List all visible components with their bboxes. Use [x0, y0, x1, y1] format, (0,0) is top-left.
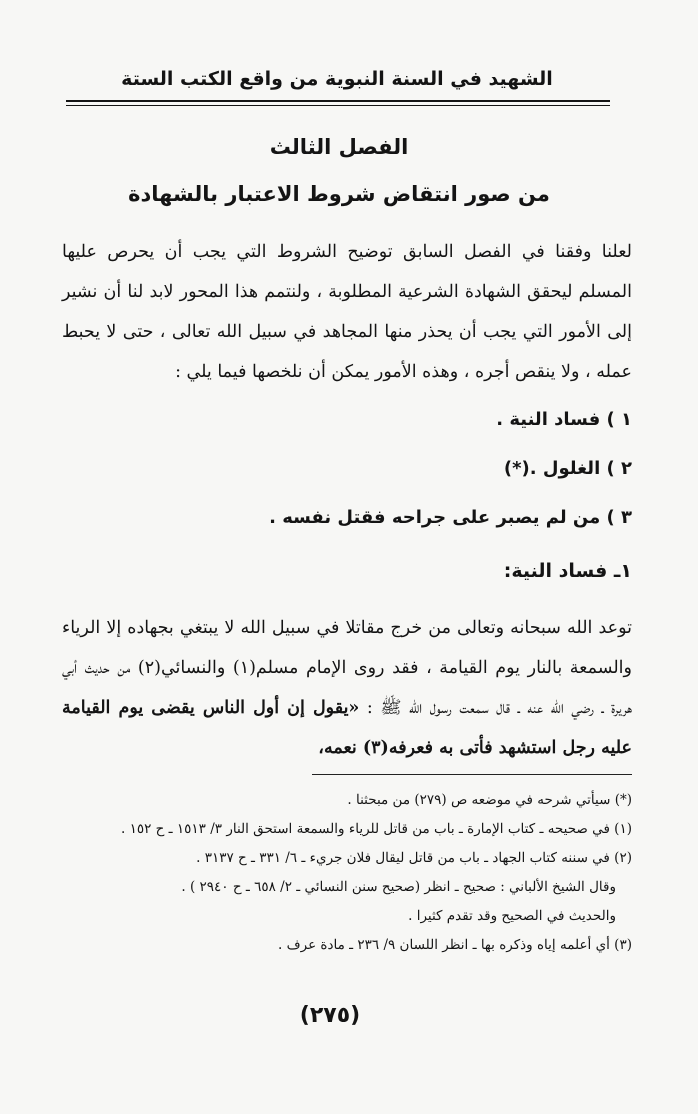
chapter-title: الفصل الثالث: [269, 135, 409, 159]
numbered-list: [62, 395, 632, 542]
body-paragraph: [62, 608, 632, 768]
body-text: توعد الله سبحانه وتعالى من خرج مقاتلا في سبيل الله لا يبتغي بجهاده إلا الرياء والسمعة بالنار يوم القيامة ، فقد روى الإمام مسلم(١) والنسائي(٢) من حديث أبي هريرة ـ رضي الله عنه ـ قال سمعت رسول الله ﷺ :: [62, 618, 632, 718]
footnote: (٣) أي أعلمه إياه وذكره بها ـ انظر اللسان ٩/ ٢٣٦ ـ مادة عرف .: [278, 937, 632, 953]
chapter-subtitle: من صور انتقاض شروط الاعتبار بالشهادة: [128, 182, 550, 206]
list-item: ٢ ) الغلول .(*): [503, 458, 632, 479]
footnote-continuation: والحديث في الصحيح وقد تقدم كثيرا .: [408, 908, 616, 924]
hadith-quote: «يقول إن أول الناس يقضى يوم القيامة عليه رجل استشهد فأتى به فعرفه(٣) نعمه،: [62, 698, 632, 758]
footnote: (*) سيأتي شرحه في موضعه ص (٢٧٩) من مبحثنا .: [347, 792, 632, 808]
running-head: الشهيد في السنة النبوية من واقع الكتب الستة: [121, 68, 553, 90]
footnotes: [62, 786, 632, 960]
page-number: (٢٧٥): [299, 1003, 361, 1028]
list-item: ١ ) فساد النية .: [496, 409, 632, 430]
footnote: (٢) في سننه كتاب الجهاد ـ باب من قاتل ليقال فلان جريء ـ ٦/ ٣٣١ ـ ح ٣١٣٧ .: [196, 850, 632, 866]
header-rule-thin: [66, 105, 610, 106]
list-item: ٣ ) من لم يصبر على جراحه فقتل نفسه .: [269, 507, 632, 528]
footnote-continuation: وقال الشيخ الألباني : صحيح ـ انظر (صحيح سنن النسائي ـ ٢/ ٦٥٨ ـ ح ٢٩٤٠ ) .: [181, 879, 616, 895]
header-rule-thick: [66, 100, 610, 102]
footnote: (١) في صحيحه ـ كتاب الإمارة ـ باب من قاتل للرياء والسمعة استحق النار ٣/ ١٥١٣ ـ ح ١٥٢ .: [121, 821, 632, 837]
intro-paragraph: لعلنا وفقنا في الفصل السابق توضيح الشروط التي يجب أن يحرص عليها المسلم ليحقق الشهادة الشرعية المطلوبة ، ولنتمم هذا المحور لابد لنا أن نشير إلى الأمور التي يجب أن يحذر منها المجاهد في سبيل الله تعالى ، حتى لا يحبط عمله ، ولا ينقص أجره ، وهذه الأمور يمكن أن نلخصها فيما يلي :: [62, 242, 632, 382]
footnote-divider: [312, 774, 632, 775]
section-heading: ١ـ فساد النية:: [503, 560, 632, 582]
